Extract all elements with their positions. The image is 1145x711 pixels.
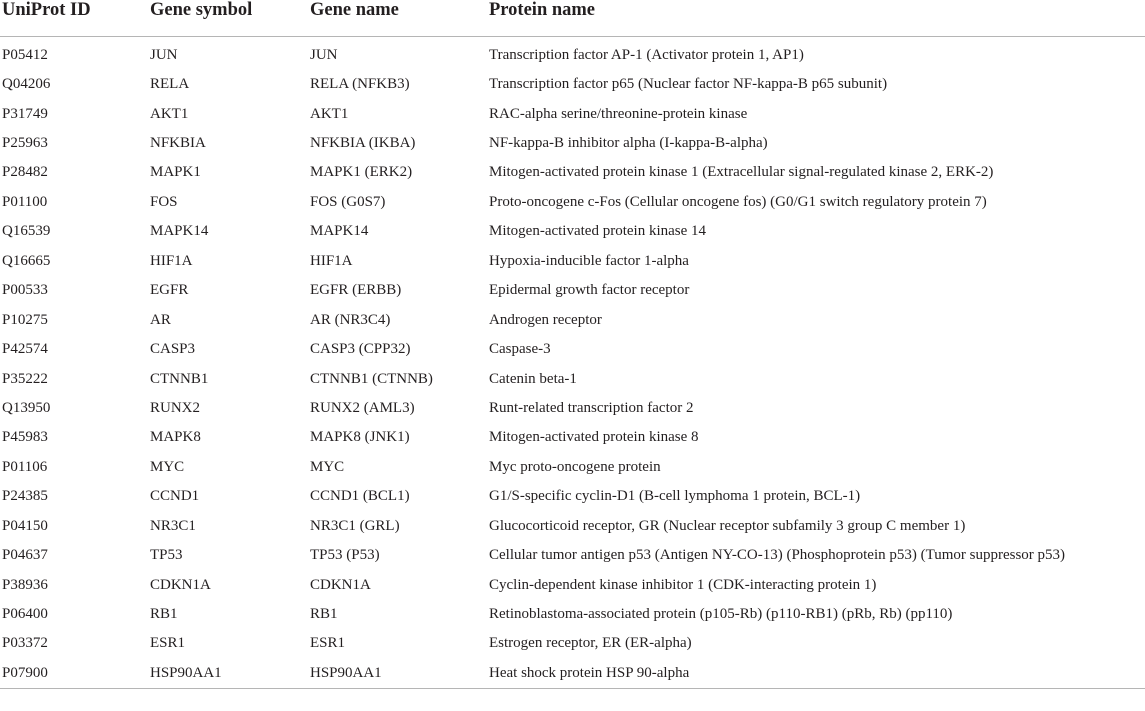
gene-symbol-cell: HSP90AA1 <box>148 658 308 688</box>
uniprot-id-cell: Q16665 <box>2 252 51 269</box>
table-row <box>0 246 1145 275</box>
table-row <box>0 187 1145 216</box>
uniprot-id-cell: P04637 <box>2 547 48 564</box>
protein-name-cell: Myc proto-oncogene protein <box>489 458 661 475</box>
gene-name-cell: NR3C1 (GRL) <box>310 517 400 534</box>
uniprot-id-cell: P31749 <box>2 105 48 122</box>
gene-symbol-cell: ESR1 <box>150 635 186 652</box>
gene-name-cell: CDKN1A <box>310 576 371 593</box>
uniprot-id-cell: P04150 <box>2 517 48 534</box>
header-gene-name: Gene name <box>308 0 487 37</box>
gene-symbol-cell: RB1 <box>150 606 178 623</box>
gene-symbol-cell: MAPK1 <box>150 164 201 181</box>
gene-name-cell: MAPK14 <box>310 223 369 240</box>
uniprot-id-cell: Q16539 <box>2 223 51 240</box>
gene-name-cell: CCND1 (BCL1) <box>310 488 410 505</box>
protein-name-cell: Mitogen-activated protein kinase 14 <box>489 223 707 240</box>
uniprot-id-cell: P10275 <box>2 311 48 328</box>
gene-name-cell: JUN <box>310 46 338 63</box>
gene-symbol-cell: CCND1 <box>150 488 200 505</box>
protein-name-cell: Heat shock protein HSP 90-alpha <box>487 658 1145 688</box>
uniprot-id-cell: P35222 <box>2 370 48 387</box>
gene-name-cell: CTNNB1 (CTNNB) <box>310 370 433 387</box>
gene-symbol-cell: MAPK14 <box>150 223 209 240</box>
uniprot-id-cell: Q04206 <box>2 76 51 93</box>
gene-symbol-cell: AKT1 <box>150 105 189 122</box>
gene-name-cell: MAPK8 (JNK1) <box>310 429 410 446</box>
table-row <box>0 658 1145 688</box>
table-row <box>0 423 1145 452</box>
gene-name-cell: MAPK1 (ERK2) <box>310 164 413 181</box>
gene-symbol-cell: MAPK8 <box>150 429 201 446</box>
uniprot-id-cell: P45983 <box>2 429 48 446</box>
uniprot-id-cell: P07900 <box>0 658 148 688</box>
protein-name-cell: Catenin beta-1 <box>489 370 577 387</box>
table-row <box>0 599 1145 628</box>
gene-name-cell: RUNX2 (AML3) <box>310 399 415 416</box>
table-row <box>0 99 1145 128</box>
protein-name-cell: NF-kappa-B inhibitor alpha (I-kappa-B-alpha) <box>489 135 768 152</box>
protein-name-cell: Mitogen-activated protein kinase 8 <box>489 429 699 446</box>
gene-symbol-cell: NFKBIA <box>150 135 206 152</box>
uniprot-id-cell: P05412 <box>2 46 48 63</box>
header-row <box>0 0 1145 37</box>
protein-name-cell: Estrogen receptor, ER (ER-alpha) <box>489 635 692 652</box>
gene-symbol-cell: FOS <box>150 193 178 210</box>
gene-symbol-cell: CDKN1A <box>150 576 211 593</box>
table-row <box>0 540 1145 569</box>
gene-name-cell: HSP90AA1 <box>308 658 487 688</box>
protein-name-cell: G1/S-specific cyclin-D1 (B-cell lymphoma 1 protein, BCL-1) <box>489 488 861 505</box>
uniprot-id-cell: P28482 <box>2 164 48 181</box>
table-row <box>0 452 1145 481</box>
gene-name-cell: HIF1A <box>310 252 353 269</box>
gene-symbol-cell: HIF1A <box>150 252 193 269</box>
protein-name-cell: Mitogen-activated protein kinase 1 (Extracellular signal-regulated kinase 2, ERK-2) <box>489 164 994 181</box>
gene-name-cell: EGFR (ERBB) <box>310 282 402 299</box>
header-uniprot-id: UniProt ID <box>0 0 148 37</box>
gene-name-cell: NFKBIA (IKBA) <box>310 135 416 152</box>
table-row <box>0 570 1145 599</box>
gene-name-cell: ESR1 <box>310 635 346 652</box>
table-row <box>0 364 1145 393</box>
table-row <box>0 334 1145 363</box>
gene-symbol-cell: TP53 <box>150 547 183 564</box>
uniprot-id-cell: P42574 <box>2 341 48 358</box>
gene-symbol-cell: MYC <box>150 458 185 475</box>
table-row <box>0 629 1145 658</box>
gene-symbol-cell: EGFR <box>150 282 189 299</box>
gene-name-cell: AKT1 <box>310 105 349 122</box>
gene-symbol-cell: AR <box>150 311 171 328</box>
gene-name-cell: CASP3 (CPP32) <box>310 341 411 358</box>
uniprot-id-cell: P25963 <box>2 135 48 152</box>
table-row <box>0 511 1145 540</box>
protein-name-cell: Cyclin-dependent kinase inhibitor 1 (CDK-interacting protein 1) <box>489 576 877 593</box>
gene-name-cell: FOS (G0S7) <box>310 193 386 210</box>
uniprot-id-cell: P00533 <box>2 282 48 299</box>
table-row <box>0 217 1145 246</box>
protein-name-cell: Runt-related transcription factor 2 <box>489 399 694 416</box>
gene-symbol-cell: CASP3 <box>150 341 196 358</box>
table-row <box>0 40 1145 69</box>
protein-name-cell: Androgen receptor <box>489 311 602 328</box>
uniprot-id-cell: Q13950 <box>2 399 51 416</box>
header-gene-symbol: Gene symbol <box>148 0 308 37</box>
protein-name-cell: Caspase-3 <box>489 341 551 358</box>
uniprot-id-cell: P24385 <box>2 488 48 505</box>
uniprot-id-cell: P06400 <box>2 606 48 623</box>
gene-symbol-cell: RUNX2 <box>150 399 201 416</box>
table-row <box>0 69 1145 98</box>
table-row <box>0 128 1145 157</box>
table-row <box>0 482 1145 511</box>
uniprot-id-cell: P38936 <box>2 576 48 593</box>
protein-name-cell: Cellular tumor antigen p53 (Antigen NY-CO-13) (Phosphoprotein p53) (Tumor suppressor p53) <box>489 547 1066 564</box>
table-row <box>0 276 1145 305</box>
protein-name-cell: Transcription factor AP-1 (Activator protein 1, AP1) <box>489 46 804 63</box>
uniprot-id-cell: P01100 <box>2 193 48 210</box>
table-body <box>0 40 1145 688</box>
protein-name-cell: Transcription factor p65 (Nuclear factor NF-kappa-B p65 subunit) <box>489 76 888 93</box>
protein-name-cell: RAC-alpha serine/threonine-protein kinase <box>489 105 748 122</box>
gene-name-cell: TP53 (P53) <box>310 547 380 564</box>
uniprot-id-cell: P03372 <box>2 635 48 652</box>
gene-name-cell: MYC <box>310 458 345 475</box>
protein-name-cell: Epidermal growth factor receptor <box>489 282 690 299</box>
gene-name-cell: RELA (NFKB3) <box>310 76 410 93</box>
protein-name-cell: Hypoxia-inducible factor 1-alpha <box>489 252 689 269</box>
header-protein-name: Protein name <box>487 0 1145 37</box>
gene-symbol-cell: CTNNB1 <box>150 370 209 387</box>
table-row <box>0 158 1145 187</box>
protein-name-cell: Retinoblastoma-associated protein (p105-Rb) (p110-RB1) (pRb, Rb) (pp110) <box>489 606 953 623</box>
protein-name-cell: Glucocorticoid receptor, GR (Nuclear receptor subfamily 3 group C member 1) <box>489 517 966 534</box>
gene-symbol-cell: NR3C1 <box>150 517 196 534</box>
uniprot-id-cell: P01106 <box>2 458 48 475</box>
table-row <box>0 393 1145 422</box>
gene-name-cell: AR (NR3C4) <box>310 311 391 328</box>
gene-name-cell: RB1 <box>310 606 338 623</box>
table-row <box>0 305 1145 334</box>
table-header <box>0 0 1145 40</box>
protein-name-cell: Proto-oncogene c-Fos (Cellular oncogene fos) (G0/G1 switch regulatory protein 7) <box>489 193 987 210</box>
gene-symbol-cell: JUN <box>150 46 178 63</box>
gene-symbol-cell: RELA <box>150 76 190 93</box>
